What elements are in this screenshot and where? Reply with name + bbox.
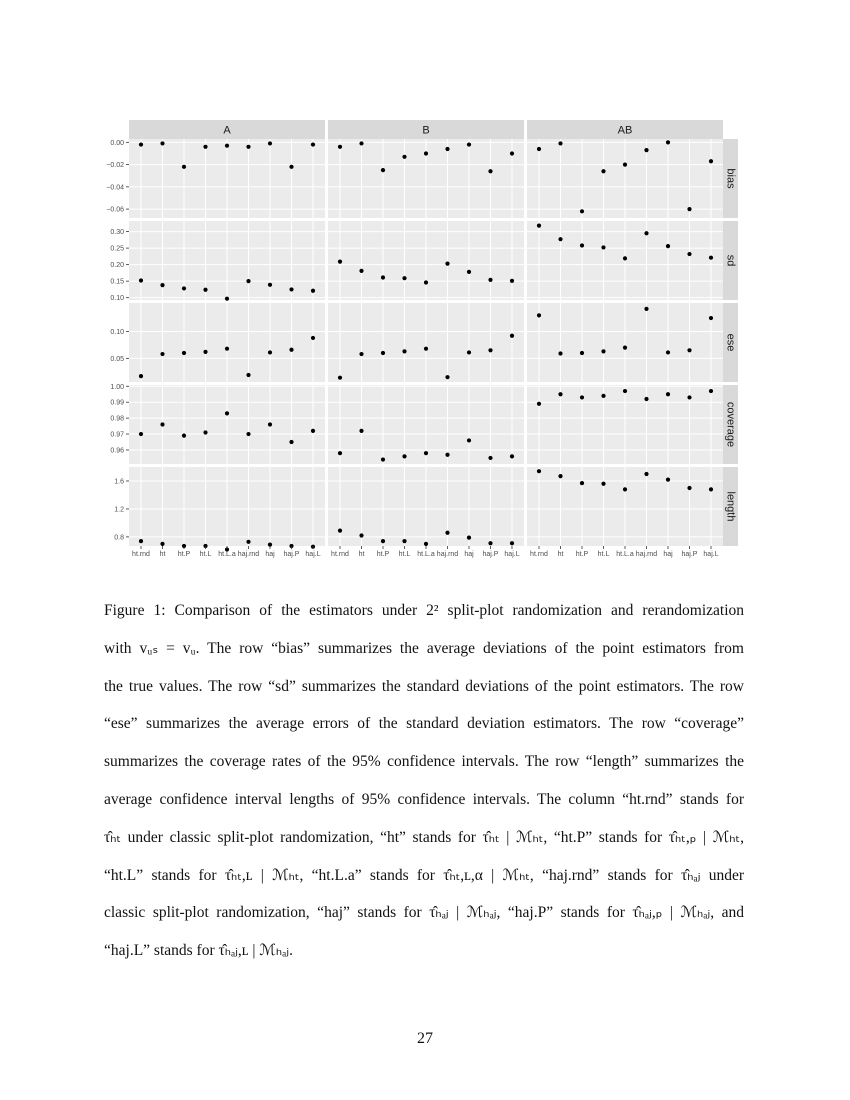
y-tick-label: −0.02	[106, 162, 124, 170]
data-point-A-sd-haj.P	[289, 287, 293, 291]
data-point-A-coverage-haj.rnd	[246, 432, 250, 436]
page-number: 27	[417, 1030, 433, 1047]
facet-strip-label: coverage	[724, 401, 737, 448]
data-point-AB-sd-ht.L	[601, 245, 605, 249]
x-tick-label: haj	[663, 551, 673, 558]
caption-line: average confidence interval lengths of 95% confidence intervals. The column “ht.rnd” stands for	[104, 790, 744, 808]
data-point-AB-coverage-ht.rnd	[537, 402, 541, 406]
x-tick-label: ht.L.a	[218, 551, 236, 558]
data-point-AB-bias-haj.rnd	[644, 148, 648, 152]
data-point-A-coverage-ht	[160, 422, 164, 426]
y-tick-label: −0.06	[106, 206, 124, 214]
data-point-B-length-ht.L	[402, 539, 406, 543]
data-point-B-length-haj.P	[488, 541, 492, 545]
data-point-A-bias-haj.P	[289, 165, 293, 169]
data-point-AB-sd-haj.P	[687, 252, 691, 256]
caption-line: classic split-plot randomization, “haj” stands for τ̂ₕₐⱼ | ℳₕₐⱼ, “haj.P” stands for τ̂ₕₐⱼ,ₚ | ℳₕₐⱼ, and	[104, 904, 744, 922]
data-point-B-sd-ht.rnd	[338, 260, 342, 264]
y-tick-label: 0.20	[110, 262, 124, 270]
x-tick-label: ht.L	[398, 551, 411, 558]
data-point-AB-coverage-ht	[558, 392, 562, 396]
data-point-B-length-ht.P	[381, 539, 385, 543]
data-point-B-sd-ht.L	[402, 276, 406, 280]
data-point-B-ese-haj.rnd	[445, 375, 449, 379]
data-point-AB-bias-ht.rnd	[537, 147, 541, 151]
data-point-A-ese-haj.P	[289, 348, 293, 352]
caption-line: with vᵤₛ = vᵤ. The row “bias” summarizes the average deviations of the point estimators from	[104, 639, 744, 657]
data-point-B-sd-haj.rnd	[445, 262, 449, 266]
data-point-B-sd-haj.L	[510, 279, 514, 283]
data-point-A-bias-haj.rnd	[246, 145, 250, 149]
data-point-AB-length-ht.P	[580, 481, 584, 485]
x-tick-label: ht	[557, 551, 564, 558]
data-point-AB-coverage-haj	[666, 392, 670, 396]
data-point-B-ese-haj.L	[510, 334, 514, 338]
data-point-A-length-ht	[160, 542, 164, 546]
data-point-B-coverage-haj.P	[488, 456, 492, 460]
data-point-AB-bias-ht.P	[580, 209, 584, 213]
data-point-AB-sd-haj	[666, 244, 670, 248]
data-point-A-ese-haj.L	[311, 336, 315, 340]
data-point-AB-ese-ht.L	[601, 349, 605, 353]
y-tick-label: 0.98	[110, 415, 124, 423]
data-point-A-ese-ht.L	[203, 350, 207, 354]
data-point-B-ese-haj	[467, 350, 471, 354]
data-point-B-bias-haj.P	[488, 169, 492, 173]
y-tick-label: 0.99	[110, 399, 124, 407]
data-point-A-coverage-haj.L	[311, 429, 315, 433]
data-point-AB-coverage-haj.rnd	[644, 397, 648, 401]
data-point-A-coverage-ht.P	[182, 434, 186, 438]
x-tick-label: ht.P	[376, 551, 390, 558]
data-point-AB-length-ht	[558, 474, 562, 478]
data-point-A-ese-haj.rnd	[246, 373, 250, 377]
y-tick-label: 0.97	[110, 431, 124, 439]
facet-strip-label: B	[422, 124, 430, 137]
data-point-B-length-haj	[467, 536, 471, 540]
data-point-B-sd-ht	[359, 269, 363, 273]
x-tick-label: haj.P	[283, 551, 300, 558]
x-tick-label: haj	[265, 551, 275, 558]
data-point-AB-length-haj.L	[709, 487, 713, 491]
x-tick-label: ht.rnd	[331, 551, 349, 558]
data-point-A-sd-ht.L.a	[225, 297, 229, 301]
data-point-AB-length-ht.L	[601, 482, 605, 486]
data-point-B-length-ht	[359, 533, 363, 537]
caption-line: summarizes the coverage rates of the 95% confidence intervals. The row “length” summarizes the	[104, 753, 744, 771]
data-point-B-sd-haj.P	[488, 278, 492, 282]
data-point-B-coverage-haj.L	[510, 454, 514, 458]
data-point-AB-ese-haj.L	[709, 316, 713, 320]
data-point-AB-ese-ht.P	[580, 351, 584, 355]
data-point-A-bias-haj.L	[311, 142, 315, 146]
x-tick-label: ht.L	[597, 551, 610, 558]
y-tick-label: 0.15	[110, 278, 124, 286]
data-point-B-coverage-ht.L.a	[424, 451, 428, 455]
data-point-AB-sd-ht	[558, 237, 562, 241]
data-point-AB-bias-ht.L.a	[623, 162, 627, 166]
data-point-A-ese-ht.P	[182, 351, 186, 355]
data-point-A-bias-ht.P	[182, 165, 186, 169]
data-point-A-bias-ht	[160, 141, 164, 145]
x-tick-label: haj.rnd	[436, 551, 459, 558]
data-point-B-sd-haj	[467, 270, 471, 274]
data-point-A-sd-haj	[268, 283, 272, 287]
data-point-A-sd-ht.rnd	[139, 278, 143, 282]
x-tick-label: haj	[464, 551, 474, 558]
data-point-B-sd-ht.L.a	[424, 280, 428, 284]
data-point-AB-ese-ht.rnd	[537, 313, 541, 317]
data-point-A-coverage-ht.L.a	[225, 411, 229, 415]
data-point-AB-sd-ht.P	[580, 243, 584, 247]
data-point-A-length-haj.rnd	[246, 540, 250, 544]
data-point-B-bias-haj	[467, 142, 471, 146]
data-point-A-length-ht.rnd	[139, 539, 143, 543]
x-tick-label: ht.L.a	[417, 551, 435, 558]
data-point-AB-sd-ht.L.a	[623, 256, 627, 260]
y-tick-label: 0.30	[110, 229, 124, 237]
y-tick-label: 0.96	[110, 447, 124, 455]
caption-line: “ht.L” stands for τ̂ₕₜ,ʟ | ℳₕₜ, “ht.L.a” stands for τ̂ₕₜ,ʟ,α | ℳₕₜ, “haj.rnd” stands for τ̂ₕₐⱼ under	[104, 866, 744, 884]
data-point-AB-bias-haj.P	[687, 207, 691, 211]
x-tick-label: ht.rnd	[530, 551, 548, 558]
data-point-B-ese-haj.P	[488, 348, 492, 352]
x-tick-label: ht	[358, 551, 365, 558]
data-point-AB-bias-ht.L	[601, 169, 605, 173]
data-point-AB-sd-ht.rnd	[537, 224, 541, 228]
data-point-AB-ese-haj	[666, 350, 670, 354]
y-tick-label: 0.10	[110, 328, 124, 336]
x-tick-label: haj.L	[504, 551, 520, 558]
data-point-A-coverage-haj.P	[289, 440, 293, 444]
data-point-AB-sd-haj.rnd	[644, 231, 648, 235]
facet-strip-label: A	[223, 124, 231, 137]
x-tick-label: haj.L	[703, 551, 719, 558]
x-tick-label: ht	[159, 551, 166, 558]
figure-caption	[104, 592, 744, 970]
data-point-AB-length-haj.rnd	[644, 472, 648, 476]
x-tick-label: ht.P	[575, 551, 589, 558]
data-point-B-bias-ht.P	[381, 168, 385, 172]
y-tick-label: 1.00	[110, 383, 124, 391]
data-point-A-coverage-ht.L	[203, 430, 207, 434]
data-point-B-ese-ht.L.a	[424, 347, 428, 351]
data-point-AB-length-ht.L.a	[623, 487, 627, 491]
y-tick-label: 0.25	[110, 245, 124, 253]
data-point-B-coverage-haj.rnd	[445, 453, 449, 457]
data-point-B-bias-ht	[359, 141, 363, 145]
data-point-AB-ese-ht	[558, 351, 562, 355]
data-point-B-coverage-haj	[467, 438, 471, 442]
x-tick-label: ht.L.a	[616, 551, 634, 558]
data-point-B-length-haj.L	[510, 541, 514, 545]
x-tick-label: ht.L	[199, 551, 212, 558]
data-point-B-sd-ht.P	[381, 275, 385, 279]
data-point-B-coverage-ht.rnd	[338, 451, 342, 455]
data-point-B-coverage-ht.P	[381, 457, 385, 461]
data-point-A-ese-ht.L.a	[225, 347, 229, 351]
data-point-B-ese-ht.P	[381, 351, 385, 355]
data-point-A-ese-ht.rnd	[139, 374, 143, 378]
caption-line: τ̂ₕₜ under classic split-plot randomization, “ht” stands for τ̂ₕₜ | ℳₕₜ, “ht.P” stands for τ̂ₕₜ,ₚ | ℳₕₜ,	[104, 828, 744, 846]
y-tick-label: 1.2	[114, 506, 124, 514]
x-tick-label: ht.P	[177, 551, 191, 558]
x-tick-label: haj.P	[482, 551, 499, 558]
data-point-AB-length-ht.rnd	[537, 469, 541, 473]
x-tick-label: haj.L	[305, 551, 321, 558]
caption-line: Figure 1: Comparison of the estimators under 2² split-plot randomization and rerandomization	[104, 602, 744, 619]
data-point-A-ese-ht	[160, 352, 164, 356]
x-tick-label: haj.rnd	[635, 551, 658, 558]
data-point-A-coverage-haj	[268, 422, 272, 426]
y-tick-label: 1.6	[114, 478, 124, 486]
data-point-B-ese-ht.rnd	[338, 376, 342, 380]
data-point-B-coverage-ht.L	[402, 454, 406, 458]
facet-strip-label: AB	[617, 124, 633, 137]
caption-line: “ese” summarizes the average errors of the standard deviation estimators. The row “coverage”	[104, 715, 744, 733]
data-point-A-sd-ht.L	[203, 288, 207, 292]
caption-line: the true values. The row “sd” summarizes the standard deviations of the point estimators. The row	[104, 677, 744, 695]
data-point-AB-length-haj	[666, 477, 670, 481]
facet-strip-label: sd	[724, 254, 737, 267]
data-point-AB-ese-ht.L.a	[623, 346, 627, 350]
data-point-AB-coverage-ht.L	[601, 394, 605, 398]
data-point-B-bias-ht.rnd	[338, 145, 342, 149]
y-tick-label: 0.8	[114, 534, 124, 542]
data-point-AB-bias-ht	[558, 141, 562, 145]
data-point-A-bias-ht.L	[203, 145, 207, 149]
y-tick-label: 0.10	[110, 295, 124, 303]
data-point-A-coverage-ht.rnd	[139, 432, 143, 436]
data-point-AB-bias-haj.L	[709, 159, 713, 163]
data-point-A-sd-ht.P	[182, 286, 186, 290]
data-point-AB-coverage-ht.P	[580, 395, 584, 399]
data-point-B-coverage-ht	[359, 429, 363, 433]
data-point-B-bias-haj.L	[510, 151, 514, 155]
data-point-A-ese-haj	[268, 350, 272, 354]
caption-line: “haj.L” stands for τ̂ₕₐⱼ,ʟ | ℳₕₐⱼ.	[104, 942, 293, 960]
x-tick-label: haj.P	[681, 551, 698, 558]
data-point-A-sd-ht	[160, 283, 164, 287]
facet-strip-label: ese	[724, 333, 737, 352]
data-point-B-bias-ht.L.a	[424, 151, 428, 155]
data-point-AB-coverage-ht.L.a	[623, 389, 627, 393]
data-point-B-bias-ht.L	[402, 155, 406, 159]
data-point-AB-sd-haj.L	[709, 256, 713, 260]
data-point-AB-coverage-haj.L	[709, 389, 713, 393]
data-point-AB-bias-haj	[666, 140, 670, 144]
facet-strip-label: bias	[724, 168, 737, 189]
data-point-B-length-haj.rnd	[445, 531, 449, 535]
data-point-AB-ese-haj.rnd	[644, 307, 648, 311]
data-point-A-sd-haj.L	[311, 289, 315, 293]
facet-strip-label: length	[724, 491, 737, 522]
data-point-A-bias-haj	[268, 141, 272, 145]
data-point-AB-ese-haj.P	[687, 348, 691, 352]
data-point-AB-length-haj.P	[687, 486, 691, 490]
data-point-AB-coverage-haj.P	[687, 395, 691, 399]
data-point-B-length-ht.L.a	[424, 542, 428, 546]
y-tick-label: −0.04	[106, 184, 124, 192]
x-tick-label: haj.rnd	[237, 551, 260, 558]
x-tick-label: ht.rnd	[132, 551, 150, 558]
data-point-B-ese-ht.L	[402, 349, 406, 353]
y-tick-label: 0.00	[110, 139, 124, 147]
y-tick-label: 0.05	[110, 355, 124, 363]
data-point-A-bias-ht.L.a	[225, 144, 229, 148]
data-point-B-bias-haj.rnd	[445, 147, 449, 151]
data-point-A-bias-ht.rnd	[139, 142, 143, 146]
data-point-B-length-ht.rnd	[338, 529, 342, 533]
data-point-B-ese-ht	[359, 352, 363, 356]
data-point-A-sd-haj.rnd	[246, 279, 250, 283]
